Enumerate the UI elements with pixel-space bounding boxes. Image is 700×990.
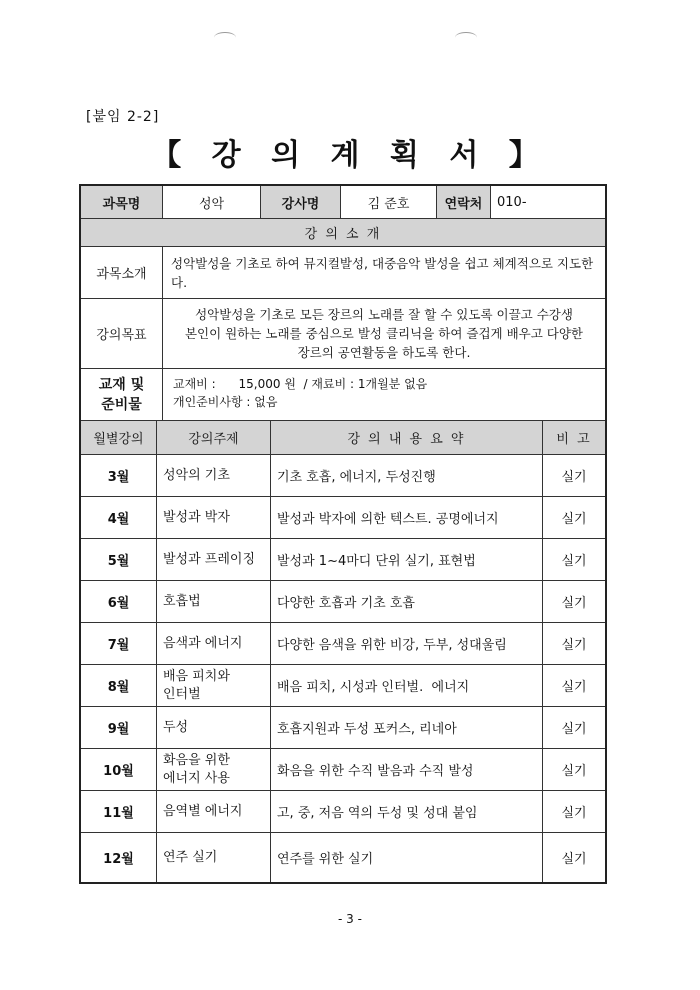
schedule-month: 9월 xyxy=(81,707,157,749)
schedule-summary: 기초 호흡, 에너지, 두성진행 xyxy=(271,455,543,497)
materials-label-line2: 준비물 xyxy=(101,396,142,413)
schedule-month: 8월 xyxy=(81,665,157,707)
schedule-summary: 연주를 위한 실기 xyxy=(271,833,543,882)
schedule-header-month: 월별강의 xyxy=(81,421,157,455)
schedule-summary: 화음을 위한 수직 발음과 수직 발성 xyxy=(271,749,543,791)
schedule-header-summary: 강 의 내 용 요 약 xyxy=(271,421,543,455)
schedule-topic: 화음을 위한 에너지 사용 xyxy=(157,749,271,791)
schedule-summary: 고, 중, 저음 역의 두성 및 성대 붙임 xyxy=(271,791,543,833)
schedule-topic: 호흡법 xyxy=(157,581,271,623)
course-goal-line: 장르의 공연활동을 하도록 한다. xyxy=(297,345,471,360)
schedule-month: 12월 xyxy=(81,833,157,882)
schedule-note: 실기 xyxy=(543,791,605,833)
punch-hole-left xyxy=(214,32,236,43)
course-goal-label: 강의목표 xyxy=(81,299,163,369)
subject-value: 성악 xyxy=(163,186,261,219)
course-intro-label: 과목소개 xyxy=(81,247,163,299)
contact-label: 연락처 xyxy=(437,186,491,219)
schedule-topic: 연주 실기 xyxy=(157,833,271,882)
schedule-note: 실기 xyxy=(543,665,605,707)
schedule-topic: 성악의 기초 xyxy=(157,455,271,497)
lecture-plan-table xyxy=(79,184,607,884)
schedule-topic: 두성 xyxy=(157,707,271,749)
schedule-month: 11월 xyxy=(81,791,157,833)
course-goal-line: 성악발성을 기초로 모든 장르의 노래를 잘 할 수 있도록 이끌고 수강생 xyxy=(195,307,573,322)
course-goal-line: 본인이 원하는 노래를 중심으로 발성 클리닉을 하여 즐겁게 배우고 다양한 xyxy=(184,326,583,341)
schedule-note: 실기 xyxy=(543,581,605,623)
schedule-note: 실기 xyxy=(543,497,605,539)
schedule-note: 실기 xyxy=(543,707,605,749)
course-goal-text xyxy=(163,299,605,369)
schedule-header-note: 비 고 xyxy=(543,421,605,455)
materials-text xyxy=(163,369,605,421)
schedule-summary: 다양한 호흡과 기초 호흡 xyxy=(271,581,543,623)
materials-label-line1: 교재 및 xyxy=(98,376,145,393)
schedule-note: 실기 xyxy=(561,852,587,867)
schedule-topic: 발성과 박자 xyxy=(157,497,271,539)
schedule-topic: 배음 피치와 인터벌 xyxy=(157,665,271,707)
schedule-topic: 음역별 에너지 xyxy=(157,791,271,833)
schedule-summary: 발성과 1~4마디 단위 실기, 표현법 xyxy=(271,539,543,581)
schedule-month: 10월 xyxy=(81,749,157,791)
page-number: - 3 - xyxy=(338,912,362,926)
schedule-summary: 다양한 음색을 위한 비강, 두부, 성대울림 xyxy=(271,623,543,665)
subject-label: 과목명 xyxy=(81,186,163,219)
schedule-note: 실기 xyxy=(543,749,605,791)
schedule-month: 6월 xyxy=(81,581,157,623)
schedule-summary: 배음 피치, 시성과 인터벌. 에너지 xyxy=(271,665,543,707)
schedule-note: 실기 xyxy=(543,455,605,497)
instructor-value: 김 준호 xyxy=(341,186,437,219)
intro-section-header: 강 의 소 개 xyxy=(81,219,605,247)
schedule-note: 실기 xyxy=(543,539,605,581)
course-intro-text: 성악발성을 기초로 하여 뮤지컬발성, 대중음악 발성을 쉽고 체계적으로 지도한다. xyxy=(163,247,605,299)
materials-fee-line: 교재비 : 15,000 원 / 재료비 : 1개월분 없음 xyxy=(173,377,428,391)
schedule-month: 7월 xyxy=(81,623,157,665)
schedule-month: 3월 xyxy=(81,455,157,497)
materials-label xyxy=(81,369,163,421)
document-title: 【 강 의 계 획 서 】 xyxy=(151,138,549,173)
schedule-topic: 음색과 에너지 xyxy=(157,623,271,665)
contact-value: 010- xyxy=(491,186,605,219)
schedule-summary: 발성과 박자에 의한 텍스트. 공명에너지 xyxy=(271,497,543,539)
materials-personal-line: 개인준비사항 : 없음 xyxy=(173,395,278,409)
schedule-note: 실기 xyxy=(543,623,605,665)
schedule-topic: 발성과 프레이징 xyxy=(157,539,271,581)
attachment-label: [붙임 2-2] xyxy=(86,109,160,125)
schedule-header-topic: 강의주제 xyxy=(157,421,271,455)
punch-hole-right xyxy=(455,32,477,43)
schedule-summary: 호흡지원과 두성 포커스, 리네아 xyxy=(271,707,543,749)
schedule-month: 4월 xyxy=(81,497,157,539)
schedule-month: 5월 xyxy=(81,539,157,581)
instructor-label: 강사명 xyxy=(261,186,341,219)
